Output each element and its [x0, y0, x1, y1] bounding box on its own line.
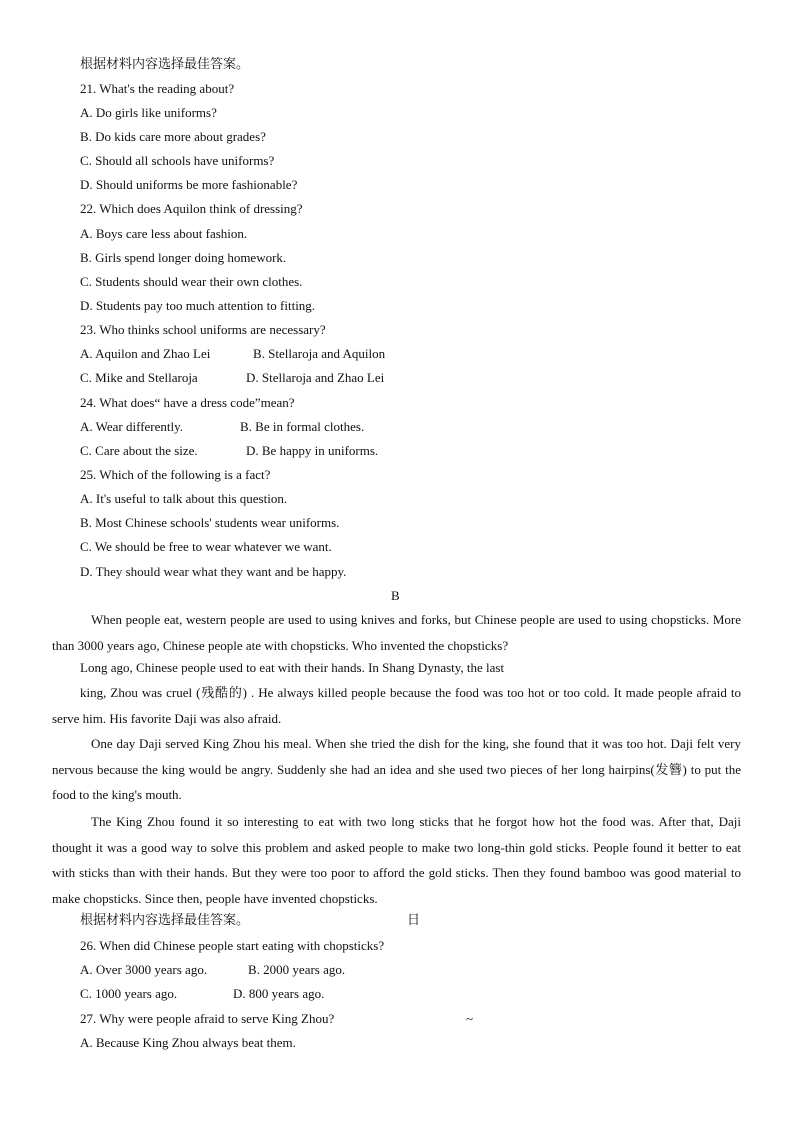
question-27-stem: 27. Why were people afraid to serve King Zhou? — [80, 1011, 335, 1026]
question-23-option-d: D. Stellaroja and Zhao Lei — [246, 370, 385, 385]
passage-paragraph-3: One day Daji served King Zhou his meal. When she tried the dish for the king, she found that it was too hot. Daji felt very nervous because the king would be angry. Suddenly she had an idea and she used two pieces of her long hairpins(发簪) to put the food to the king's mouth. — [52, 736, 741, 802]
question-22-option-b: B. Girls spend longer doing homework. — [80, 250, 287, 265]
question-22-option-d: D. Students pay too much attention to fitting. — [80, 298, 316, 313]
question-21-option-b: B. Do kids care more about grades? — [80, 129, 266, 144]
passage-paragraph-2-first-line: Long ago, Chinese people used to eat with their hands. In Shang Dynasty, the last — [80, 660, 505, 675]
passage-paragraph-2: king, Zhou was cruel (残酷的) . He always killed people because the food was too hot or too cold. It made people afraid to serve him. His favorite Daji was also afraid. — [52, 685, 741, 726]
question-22-option-a: A. Boys care less about fashion. — [80, 226, 248, 241]
instruction-text: 根据材料内容选择最佳答案。 — [80, 56, 250, 71]
question-23-option-a: A. Aquilon and Zhao Lei — [80, 346, 211, 361]
question-24-option-d: D. Be happy in uniforms. — [246, 443, 379, 458]
instruction-text-2: 根据材料内容选择最佳答案。 — [80, 912, 250, 927]
question-24-option-a: A. Wear differently. — [80, 419, 184, 434]
question-23-option-c: C. Mike and Stellaroja — [80, 370, 198, 385]
stray-tilde: ~ — [466, 1011, 474, 1026]
stray-mark: 日 — [407, 912, 421, 927]
question-24-option-c: C. Care about the size. — [80, 443, 198, 458]
question-26-option-c: C. 1000 years ago. — [80, 986, 178, 1001]
question-24-option-b: B. Be in formal clothes. — [240, 419, 365, 434]
question-21-stem: 21. What's the reading about? — [80, 81, 235, 96]
question-22-option-c: C. Students should wear their own clothes. — [80, 274, 303, 289]
question-26-option-a: A. Over 3000 years ago. — [80, 962, 208, 977]
question-23-option-b: B. Stellaroja and Aquilon — [253, 346, 386, 361]
question-21-option-c: C. Should all schools have uniforms? — [80, 153, 275, 168]
question-25-option-d: D. They should wear what they want and be happy. — [80, 564, 347, 579]
question-26-stem: 26. When did Chinese people start eating with chopsticks? — [80, 938, 385, 953]
question-27-option-a: A. Because King Zhou always beat them. — [80, 1035, 296, 1050]
question-25-stem: 25. Which of the following is a fact? — [80, 467, 271, 482]
question-25-option-a: A. It's useful to talk about this question. — [80, 491, 288, 506]
question-24-stem: 24. What does“ have a dress code”mean? — [80, 395, 295, 410]
question-22-stem: 22. Which does Aquilon think of dressing? — [80, 201, 303, 216]
question-21-option-d: D. Should uniforms be more fashionable? — [80, 177, 298, 192]
question-26-option-d: D. 800 years ago. — [233, 986, 325, 1001]
question-23-stem: 23. Who thinks school uniforms are necessary? — [80, 322, 326, 337]
passage-paragraph-4: The King Zhou found it so interesting to eat with two long sticks that he forgot how hot the food was. After that, Daji thought it was a good way to solve this problem and asked people to make two long-thin gold sticks. People found it better to eat with sticks than with their hands. But they were too poor to afford the gold sticks. Then they found bamboo was good material to make chopsticks. Since then, people have invented chopsticks. — [52, 814, 741, 906]
question-26-option-b: B. 2000 years ago. — [248, 962, 346, 977]
section-b-heading: B — [391, 588, 400, 603]
question-25-option-b: B. Most Chinese schools' students wear uniforms. — [80, 515, 340, 530]
passage-paragraph-1: When people eat, western people are used to using knives and forks, but Chinese people are used to using chopsticks. More than 3000 years ago, Chinese people ate with chopsticks. Who invented the chopsticks? — [52, 612, 741, 653]
question-25-option-c: C. We should be free to wear whatever we want. — [80, 539, 332, 554]
question-21-option-a: A. Do girls like uniforms? — [80, 105, 217, 120]
